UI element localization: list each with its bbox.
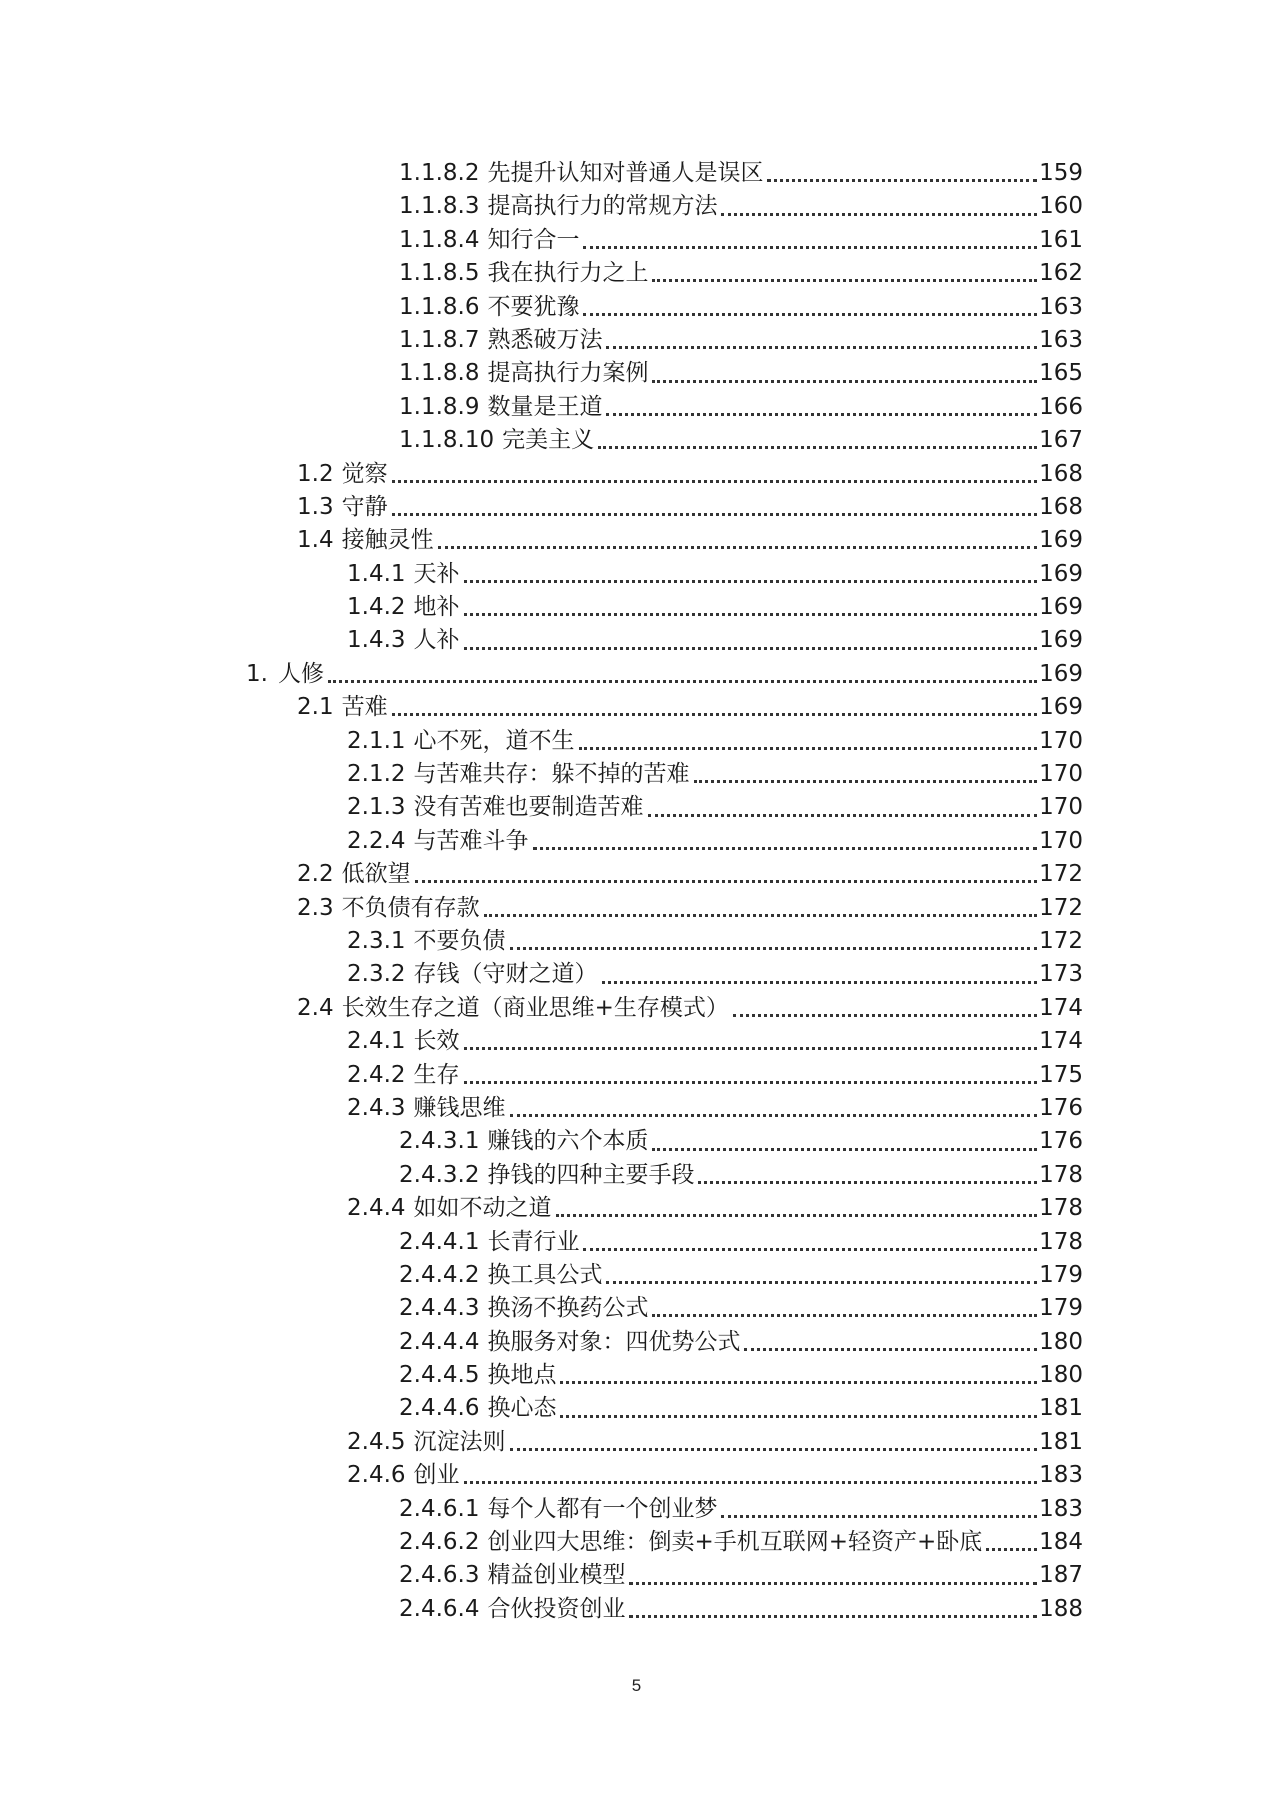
toc-dot-leader	[583, 313, 1037, 316]
toc-entry-title: 没有苦难也要制造苦难	[413, 794, 644, 821]
toc-entry[interactable]	[0, 624, 1273, 657]
toc-dot-leader	[583, 1248, 1037, 1251]
toc-entry-number: 1.3	[297, 493, 334, 520]
toc-dot-leader	[721, 1515, 1037, 1518]
toc-entry-page: 159	[1039, 160, 1083, 186]
toc-dot-leader	[510, 947, 1037, 950]
toc-entry-number: 2.3.1	[347, 927, 406, 954]
toc-entry-number: 2.2	[297, 861, 334, 888]
toc-entry[interactable]	[0, 958, 1273, 991]
toc-dot-leader	[606, 1281, 1037, 1284]
toc-entry[interactable]	[0, 992, 1273, 1025]
toc-entry-line	[297, 992, 1083, 1025]
toc-entry-page: 169	[1039, 694, 1083, 721]
toc-entry-line	[347, 958, 1083, 991]
toc-entry-number: 1.1.8.8	[399, 360, 480, 387]
toc-entry-number: 1.1.8.5	[399, 260, 480, 287]
toc-entry-title: 我在执行力之上	[487, 260, 649, 287]
toc-entry-page: 187	[1039, 1562, 1083, 1589]
toc-entry[interactable]	[0, 391, 1273, 424]
toc-entry[interactable]	[0, 1226, 1273, 1259]
toc-entry-line	[347, 925, 1083, 958]
toc-entry-title: 赚钱的六个本质	[487, 1128, 649, 1155]
toc-entry-title: 生存	[413, 1061, 460, 1088]
toc-entry-number: 2.4.4.2	[399, 1261, 480, 1288]
toc-entry-page: 165	[1039, 360, 1083, 387]
toc-entry-number: 1.1.8.3	[399, 193, 480, 220]
toc-entry-page: 169	[1039, 594, 1083, 621]
toc-dot-leader	[598, 446, 1037, 449]
toc-entry-line	[399, 1593, 1083, 1626]
toc-entry-page: 169	[1039, 560, 1083, 587]
toc-dot-leader	[767, 179, 1037, 182]
toc-entry-page: 169	[1039, 527, 1083, 554]
toc-entry-title: 换汤不换药公式	[487, 1295, 649, 1322]
toc-entry-number: 2.4.6.2	[399, 1529, 480, 1556]
toc-dot-leader	[606, 413, 1037, 416]
toc-entry-page: 181	[1039, 1395, 1083, 1422]
toc-entry[interactable]	[0, 825, 1273, 858]
toc-entry-title: 赚钱思维	[413, 1094, 506, 1121]
toc-entry[interactable]	[0, 1159, 1273, 1192]
toc-dot-leader	[464, 1047, 1037, 1050]
toc-entry-line	[297, 524, 1083, 557]
toc-entry-line	[347, 591, 1083, 624]
toc-entry-line	[297, 892, 1083, 925]
toc-entry-line	[399, 391, 1083, 424]
toc-dot-leader	[698, 1181, 1037, 1184]
toc-entry[interactable]	[0, 1326, 1273, 1359]
toc-entry-line	[347, 1092, 1083, 1125]
toc-entry-line	[399, 1359, 1083, 1392]
toc-entry-page: 183	[1039, 1495, 1083, 1522]
toc-entry-title: 长效生存之道（商业思维+生存模式）	[341, 994, 729, 1021]
toc-entry-page: 188	[1039, 1595, 1083, 1622]
toc-entry-page: 169	[1039, 627, 1083, 654]
toc-entry-title: 完美主义	[502, 427, 595, 454]
toc-dot-leader	[392, 480, 1037, 483]
toc-entry-page: 172	[1039, 927, 1083, 954]
toc-entry[interactable]	[0, 190, 1273, 223]
toc-entry-page: 168	[1039, 493, 1083, 520]
toc-entry-number: 1.2	[297, 460, 334, 487]
toc-dot-leader	[464, 647, 1037, 650]
toc-entry-number: 2.1.2	[347, 761, 406, 788]
toc-entry-number: 2.4.5	[347, 1428, 406, 1455]
toc-entry-page: 170	[1039, 827, 1083, 854]
toc-entry-title: 创业四大思维：倒卖+手机互联网+轻资产+卧底	[487, 1529, 983, 1556]
toc-entry[interactable]	[0, 524, 1273, 557]
toc-dot-leader	[510, 1114, 1037, 1117]
toc-entry-number: 1.1.8.10	[399, 427, 495, 454]
toc-entry-number: 1.1.8.4	[399, 226, 480, 253]
toc-entry-title: 沉淀法则	[413, 1428, 506, 1455]
toc-entry-page: 170	[1039, 794, 1083, 821]
toc-entry-line	[399, 257, 1083, 290]
toc-entry-title: 换心态	[487, 1395, 557, 1422]
toc-entry[interactable]	[0, 291, 1273, 324]
toc-entry-page: 175	[1039, 1061, 1083, 1088]
toc-entry-title: 守静	[341, 493, 388, 520]
toc-entry[interactable]	[0, 357, 1273, 390]
toc-entry-page: 176	[1039, 1128, 1083, 1155]
toc-entry-line	[399, 324, 1083, 357]
toc-entry[interactable]	[0, 1459, 1273, 1492]
toc-entry-line	[399, 190, 1083, 223]
toc-entry-page: 172	[1039, 861, 1083, 888]
toc-entry-page: 178	[1039, 1228, 1083, 1255]
toc-entry-title: 每个人都有一个创业梦	[487, 1495, 718, 1522]
toc-entry-page: 163	[1039, 326, 1083, 353]
toc-entry-number: 2.4.6.1	[399, 1495, 480, 1522]
toc-dot-leader	[694, 780, 1037, 783]
toc-entry-line	[347, 1025, 1083, 1058]
toc-dot-leader	[560, 1415, 1037, 1418]
toc-entry-page: 172	[1039, 894, 1083, 921]
toc-entry-number: 2.1.3	[347, 794, 406, 821]
toc-entry-line	[399, 1559, 1083, 1592]
toc-dot-leader	[392, 713, 1037, 716]
toc-entry-number: 1.4.2	[347, 594, 406, 621]
toc-entry-line	[399, 224, 1083, 257]
toc-entry-title: 先提升认知对普通人是误区	[487, 160, 764, 186]
toc-entry-number: 1.1.8.2	[399, 160, 480, 186]
toc-entry-number: 2.4.4.1	[399, 1228, 480, 1255]
toc-entry-page: 161	[1039, 226, 1083, 253]
toc-entry-number: 2.4.3	[347, 1094, 406, 1121]
toc-entry-page: 184	[1039, 1529, 1083, 1556]
toc-entry-title: 换地点	[487, 1362, 557, 1389]
toc-entry-page: 168	[1039, 460, 1083, 487]
toc-entry-number: 1.4	[297, 527, 334, 554]
toc-entry-page: 179	[1039, 1295, 1083, 1322]
toc-entry-number: 2.1.1	[347, 727, 406, 754]
toc-entry-page: 173	[1039, 961, 1083, 988]
toc-entry-line	[399, 157, 1083, 190]
toc-entry-page: 183	[1039, 1462, 1083, 1489]
toc-entry[interactable]	[0, 1125, 1273, 1158]
toc-entry-number: 1.1.8.6	[399, 293, 480, 320]
toc-entry[interactable]	[0, 1359, 1273, 1392]
toc-entry[interactable]	[0, 1526, 1273, 1559]
toc-entry-line	[399, 424, 1083, 457]
toc-entry-page: 174	[1039, 994, 1083, 1021]
toc-entry-line	[297, 491, 1083, 524]
toc-entry-title: 低欲望	[341, 861, 411, 888]
toc-entry[interactable]	[0, 1292, 1273, 1325]
toc-entry-line	[399, 1526, 1083, 1559]
toc-dot-leader	[464, 1081, 1037, 1084]
toc-entry[interactable]	[0, 491, 1273, 524]
toc-dot-leader	[986, 1548, 1037, 1551]
toc-entry-title: 换服务对象：四优势公式	[487, 1328, 741, 1355]
toc-entry-line	[399, 291, 1083, 324]
toc-dot-leader	[652, 1148, 1037, 1151]
toc-entry-page: 160	[1039, 193, 1083, 220]
toc-entry-page: 174	[1039, 1028, 1083, 1055]
toc-entry-title: 不负债有存款	[341, 894, 480, 921]
toc-entry[interactable]	[0, 892, 1273, 925]
toc-entry-line	[399, 1159, 1083, 1192]
toc-entry-line	[347, 1059, 1083, 1092]
toc-entry-number: 2.4.6.3	[399, 1562, 480, 1589]
toc-dot-leader	[464, 580, 1037, 583]
toc-entry-number: 2.3	[297, 894, 334, 921]
toc-entry[interactable]	[0, 658, 1273, 691]
toc-entry-number: 1.1.8.7	[399, 326, 480, 353]
toc-entry-page: 176	[1039, 1094, 1083, 1121]
toc-entry-title: 与苦难斗争	[413, 827, 529, 854]
toc-dot-leader	[579, 747, 1037, 750]
toc-entry-page: 170	[1039, 727, 1083, 754]
toc-dot-leader	[629, 1582, 1037, 1585]
toc-entry-title: 觉察	[341, 460, 388, 487]
toc-entry-title: 换工具公式	[487, 1261, 603, 1288]
toc-entry[interactable]	[0, 1025, 1273, 1058]
toc-entry-number: 2.4.4.5	[399, 1362, 480, 1389]
toc-entry-title: 与苦难共存：躲不掉的苦难	[413, 761, 690, 788]
toc-entry-line	[246, 658, 1083, 691]
toc-entry-number: 2.1	[297, 694, 334, 721]
toc-entry-line	[347, 558, 1083, 591]
toc-dot-leader	[583, 246, 1037, 249]
toc-entry-title: 不要犹豫	[487, 293, 580, 320]
table-of-contents	[0, 157, 1273, 1626]
toc-dot-leader	[652, 279, 1037, 282]
toc-entry-line	[347, 825, 1083, 858]
toc-entry-title: 挣钱的四种主要手段	[487, 1161, 695, 1188]
toc-entry-page: 179	[1039, 1261, 1083, 1288]
toc-dot-leader	[652, 380, 1037, 383]
toc-entry-page: 180	[1039, 1328, 1083, 1355]
toc-dot-leader	[328, 680, 1037, 683]
toc-entry-line	[347, 725, 1083, 758]
toc-entry[interactable]	[0, 224, 1273, 257]
toc-entry-number: 2.4.6	[347, 1462, 406, 1489]
toc-entry[interactable]	[0, 758, 1273, 791]
toc-entry-line	[347, 624, 1083, 657]
toc-entry-number: 2.2.4	[347, 827, 406, 854]
toc-entry[interactable]	[0, 558, 1273, 591]
toc-entry-title: 合伙投资创业	[487, 1595, 626, 1622]
toc-entry-title: 接触灵性	[341, 527, 434, 554]
toc-entry-line	[347, 791, 1083, 824]
toc-entry-title: 提高执行力案例	[487, 360, 649, 387]
toc-entry-title: 人修	[277, 660, 324, 687]
toc-dot-leader	[484, 914, 1037, 917]
toc-entry[interactable]	[0, 858, 1273, 891]
toc-entry[interactable]	[0, 1559, 1273, 1592]
toc-entry-page: 170	[1039, 761, 1083, 788]
toc-entry-title: 创业	[413, 1462, 460, 1489]
toc-dot-leader	[733, 1014, 1037, 1017]
toc-entry[interactable]	[0, 725, 1273, 758]
toc-dot-leader	[556, 1214, 1037, 1217]
toc-entry-line	[399, 1392, 1083, 1425]
toc-entry-title: 提高执行力的常规方法	[487, 193, 718, 220]
toc-entry[interactable]	[0, 1059, 1273, 1092]
toc-entry-line	[347, 758, 1083, 791]
toc-entry-line	[347, 1426, 1083, 1459]
toc-entry-title: 知行合一	[487, 226, 580, 253]
toc-entry-number: 2.3.2	[347, 961, 406, 988]
toc-entry-title: 人补	[413, 627, 460, 654]
toc-entry-number: 2.4.3.1	[399, 1128, 480, 1155]
toc-entry[interactable]	[0, 691, 1273, 724]
toc-dot-leader	[560, 1381, 1037, 1384]
toc-entry-line	[399, 1493, 1083, 1526]
toc-dot-leader	[464, 613, 1037, 616]
toc-entry-number: 1.4.3	[347, 627, 406, 654]
toc-entry-number: 2.4.3.2	[399, 1161, 480, 1188]
toc-entry[interactable]	[0, 1259, 1273, 1292]
toc-entry[interactable]	[0, 157, 1273, 190]
toc-entry[interactable]	[0, 591, 1273, 624]
toc-entry[interactable]	[0, 257, 1273, 290]
toc-dot-leader	[602, 981, 1037, 984]
toc-entry-line	[399, 1226, 1083, 1259]
toc-entry-title: 如如不动之道	[413, 1195, 552, 1222]
toc-entry[interactable]	[0, 1593, 1273, 1626]
toc-entry-page: 166	[1039, 393, 1083, 420]
toc-entry-title: 天补	[413, 560, 460, 587]
page-number: 5	[631, 1676, 642, 1695]
toc-dot-leader	[464, 1481, 1037, 1484]
toc-entry-line	[347, 1459, 1083, 1492]
toc-entry[interactable]	[0, 1426, 1273, 1459]
toc-entry-title: 不要负债	[413, 927, 506, 954]
toc-entry-number: 2.4	[297, 994, 334, 1021]
toc-entry-page: 169	[1039, 660, 1083, 687]
toc-entry-title: 熟悉破万法	[487, 326, 603, 353]
toc-entry-number: 2.4.4.3	[399, 1295, 480, 1322]
toc-entry-number: 1.4.1	[347, 560, 406, 587]
toc-entry-page: 167	[1039, 427, 1083, 454]
toc-entry-title: 苦难	[341, 694, 388, 721]
toc-entry-line	[399, 1326, 1083, 1359]
toc-entry[interactable]	[0, 424, 1273, 457]
toc-dot-leader	[629, 1615, 1037, 1618]
toc-dot-leader	[438, 546, 1037, 549]
toc-entry[interactable]	[0, 1392, 1273, 1425]
toc-entry-number: 2.4.2	[347, 1061, 406, 1088]
toc-entry-line	[347, 1192, 1083, 1225]
toc-entry-line	[399, 1259, 1083, 1292]
toc-entry-number: 1.1.8.9	[399, 393, 480, 420]
toc-entry-title: 精益创业模型	[487, 1562, 626, 1589]
toc-entry[interactable]	[0, 791, 1273, 824]
toc-entry[interactable]	[0, 1092, 1273, 1125]
toc-entry[interactable]	[0, 1192, 1273, 1225]
toc-entry-page: 180	[1039, 1362, 1083, 1389]
toc-entry-line	[399, 1292, 1083, 1325]
toc-entry-number: 2.4.6.4	[399, 1595, 480, 1622]
toc-entry-number: 2.4.4.4	[399, 1328, 480, 1355]
toc-entry-page: 178	[1039, 1161, 1083, 1188]
toc-entry-title: 地补	[413, 594, 460, 621]
toc-entry-line	[297, 458, 1083, 491]
toc-entry-title: 数量是王道	[487, 393, 603, 420]
toc-entry-title: 长效	[413, 1028, 460, 1055]
toc-entry-line	[297, 691, 1083, 724]
toc-entry-title: 存钱（守财之道）	[413, 961, 598, 988]
toc-entry-number: 2.4.4.6	[399, 1395, 480, 1422]
toc-entry-page: 163	[1039, 293, 1083, 320]
toc-entry[interactable]	[0, 324, 1273, 357]
toc-dot-leader	[392, 513, 1037, 516]
toc-entry-title: 长青行业	[487, 1228, 580, 1255]
toc-dot-leader	[721, 213, 1037, 216]
toc-entry-page: 181	[1039, 1428, 1083, 1455]
toc-entry-number: 2.4.1	[347, 1028, 406, 1055]
toc-entry[interactable]	[0, 1493, 1273, 1526]
toc-dot-leader	[533, 847, 1037, 850]
toc-entry-line	[399, 357, 1083, 390]
toc-entry-page: 162	[1039, 260, 1083, 287]
toc-dot-leader	[510, 1448, 1037, 1451]
toc-dot-leader	[648, 814, 1037, 817]
toc-entry-line	[399, 1125, 1083, 1158]
toc-entry-number: 1.	[246, 660, 268, 687]
toc-dot-leader	[415, 880, 1037, 883]
toc-entry[interactable]	[0, 458, 1273, 491]
toc-dot-leader	[744, 1348, 1037, 1351]
toc-entry[interactable]	[0, 925, 1273, 958]
toc-entry-page: 178	[1039, 1195, 1083, 1222]
toc-entry-line	[297, 858, 1083, 891]
toc-entry-title: 心不死，道不生	[413, 727, 575, 754]
toc-dot-leader	[606, 346, 1037, 349]
toc-dot-leader	[652, 1314, 1037, 1317]
toc-entry-number: 2.4.4	[347, 1195, 406, 1222]
